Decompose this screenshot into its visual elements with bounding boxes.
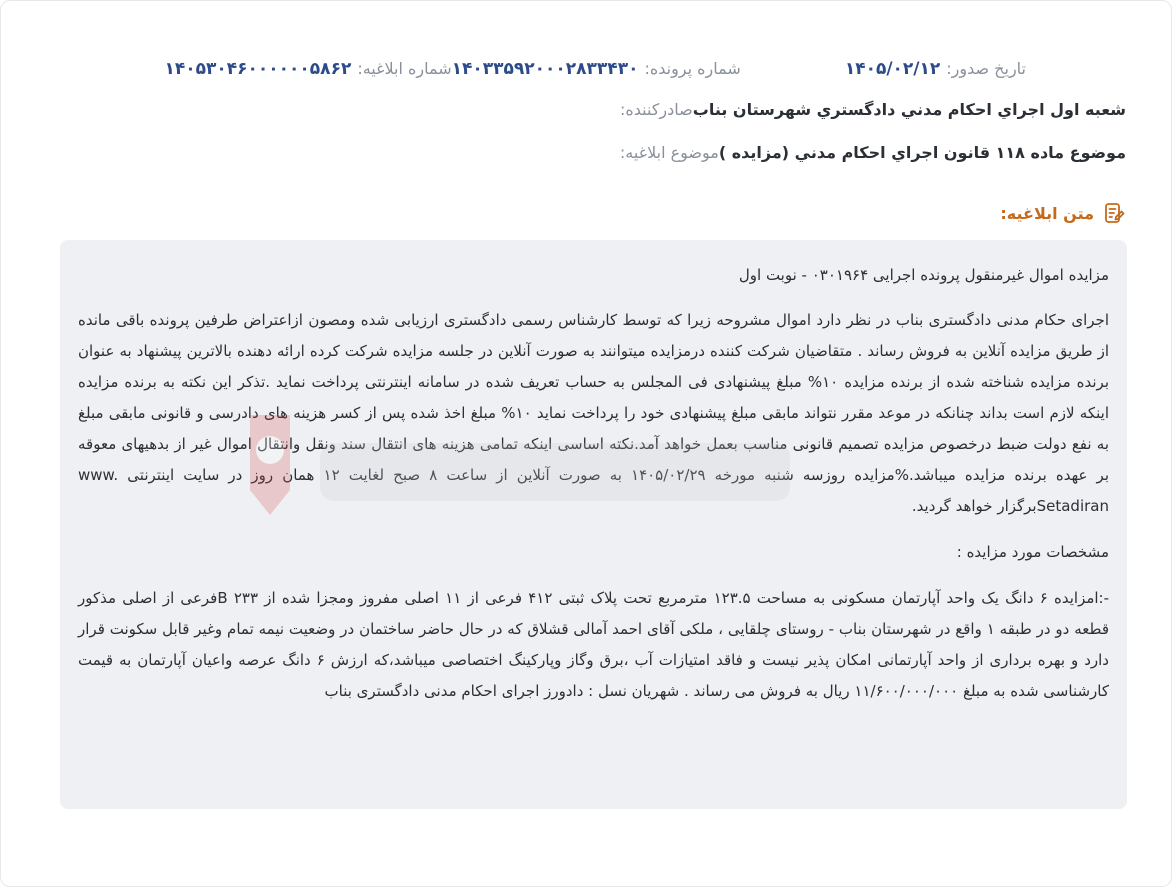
notice-text-title: متن ابلاغیه: xyxy=(1000,203,1094,223)
auction-title: مزایده اموال غیرمنقول پرونده اجرایی ۰۳۰۱۹۶۴ - نوبت اول xyxy=(738,266,1109,284)
notice-number xyxy=(165,59,452,79)
issue-date xyxy=(845,59,1026,79)
notice-number-value: ۱۴۰۵۳۰۴۶۰۰۰۰۰۰۵۸۶۲ xyxy=(164,59,352,79)
subject-value: موضوع ماده ۱۱۸ قانون اجراي احكام مدني (مزايده ) xyxy=(718,143,1126,162)
subject-label: موضوع ابلاغیه: xyxy=(619,143,719,162)
issuer-value: شعبه اول اجراي احكام مدني دادگستري شهرستان بناب xyxy=(692,100,1126,119)
case-number-label: شماره پرونده: xyxy=(644,59,741,78)
auction-terms-paragraph: اجرای حکام مدنی دادگستری بناب در نظر دارد اموال مشروحه زیرا که توسط کارشناس رسمی دادگستری ارزیابی شده ومصون ازاعتراض طرفین پرونده باقی مانده از طریق مزایده آنلاین به فروش رساند . متقاضیان شرکت کننده درمزایده میتوانند به صورت آنلاین در جلسه مزایده شرکت کرده ارائه دهنده بالاترین پیشنهاد به عنوان برنده مزایده شناخته شده از برنده مزایده ۱۰% مبلغ پیشنهادی فی المجلس به حساب تعریف شده در سامانه اینترنتی پرداخت نماید .تذکر این نکته به برنده مزایده اینکه لازم است بداند چنانکه در موعد مقرر نتواند مابقی مبلغ پیشنهادی خود را پرداخت نماید ۱۰% مبلغ اخذ شده پس از کسر هزینه های دادرسی و قانونی مابقی مبلغ به نفع دولت ضبط درخصوص مزایده تصمیم قانونی مناسب بعمل خواهد آمد.نکته اساسی اینکه تمامی هزینه های انتقال سند ونقل وانتقال اموال غیر از بدهیهای معوقه بر عهده برنده مزایده میباشد.%مزایده روزسه شنبه مورخه ۱۴۰۵/۰۲/۲۹ به صورت آنلاین از ساعت ۸ صبح لغایت ۱۲ همان روز در سایت اینترنتی www. Setadiranبرگزار خواهد گردید. xyxy=(78,311,1109,515)
notice-body xyxy=(60,240,1127,809)
specs-heading: مشخصات مورد مزایده : xyxy=(956,543,1109,561)
notice-text-heading xyxy=(1000,201,1126,225)
case-number-value: ۱۴۰۳۳۵۹۲۰۰۰۲۸۳۳۴۳۰ xyxy=(451,59,639,79)
notice-number-label: شماره ابلاغیه: xyxy=(357,59,452,78)
issue-date-value: ۱۴۰۵/۰۲/۱۲ xyxy=(844,59,941,79)
case-number xyxy=(452,59,741,79)
specs-paragraph: -:امزایده ۶ دانگ یک واحد آپارتمان مسکونی به مساحت ۱۲۳.۵ مترمربع تحت پلاک ثبتی ۴۱۲ فرعی از ۱۱ اصلی مفروز ومجزا شده از ۲۳۳ Bفرعی از اصلی مذکور قطعه دو در طبقه ۱ واقع در شهرستان بناب - روستای چلقایی ، ملکی آقای احمد آمالی قشلاق که در حال حاضر ساختمان در وضعیت نیمه تمام وغیر قابل سکونت قرار دارد و بهره برداری از واحد آپارتمانی امکان پذیر نیست و فاقد امتیازات آب ،برق وگاز وپارکینگ اختصاصی میباشد،که ارزش ۶ دانگ عرصه واعیان آپارتمان به قیمت کارشناسی شده به مبلغ ۱۱/۶۰۰/۰۰۰/۰۰۰ ریال به فروش می رساند . شهریان نسل : دادورز اجرای احکام مدنی دادگستری بناب xyxy=(78,589,1110,700)
issue-date-label: تاریخ صدور: xyxy=(946,59,1026,78)
subject-row xyxy=(614,143,1126,162)
document-edit-icon xyxy=(1102,201,1126,225)
issuer-label: صادرکننده: xyxy=(619,100,693,119)
issuer-row xyxy=(614,100,1126,119)
notice-meta-row xyxy=(165,59,1126,79)
